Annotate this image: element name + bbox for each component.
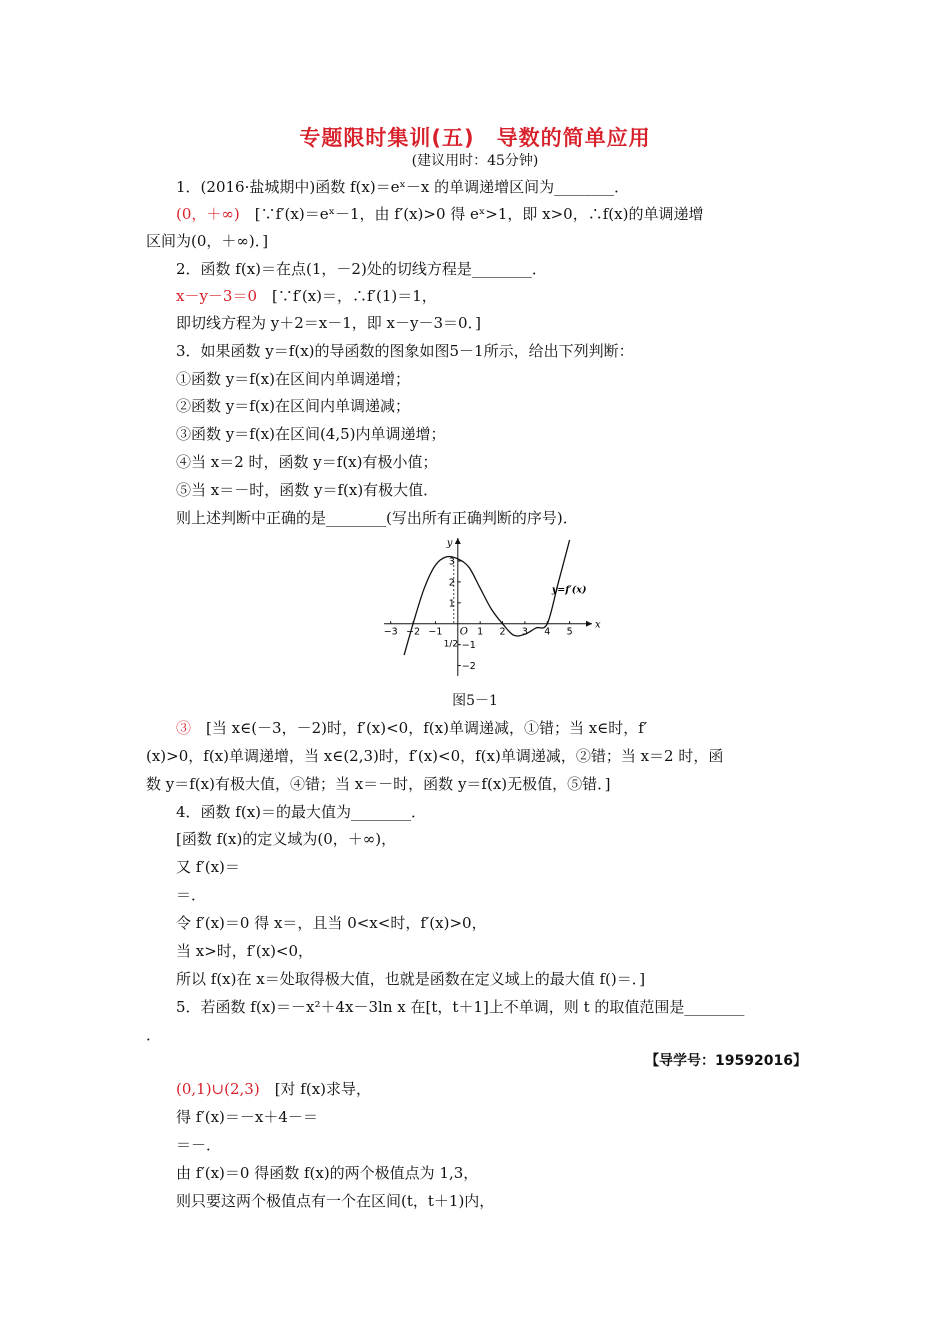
q3-answer: ③ [176,719,192,737]
q4-solution-6: 所以 f(x)在 x＝处取得极大值，也就是函数在定义域上的最大值 f()＝．] [176,970,646,988]
q5-answer-line [176,1080,371,1098]
guide-number: 【导学号：19592016】 [645,1053,807,1069]
x-tick-label: 3 [521,626,528,638]
half-label: 1/2 [443,639,459,650]
q3-solution: [当 x∈(－3，－2)时，f′(x)<0，f(x)单调递减，①错；当 x∈时，f′ [191,719,648,737]
q1-answer-line [176,205,703,223]
q5-solution-2: 得 f′(x)＝－x＋4－＝ [176,1108,318,1126]
q4-stem: 4．函数 f(x)＝的最大值为________． [176,803,427,821]
y-tick-label: 3 [448,556,455,568]
q3-item-1: ①函数 y＝f(x)在区间内单调递增； [176,370,410,388]
q4-solution-1: [函数 f(x)的定义域为(0，＋∞)， [176,830,397,848]
x-tick-label: 5 [566,626,573,638]
q5-solution-5: 则只要这两个极值点有一个在区间(t，t＋1)内， [176,1192,495,1210]
q3-solution-cont-2: 数 y＝f(x)有极大值，④错；当 x＝－时，函数 y＝f(x)无极值，⑤错．] [146,775,611,793]
y-tick-label: −2 [461,661,476,673]
q2-answer-line [176,287,437,305]
q2-solution: [∵f′(x)＝，∴f′(1)＝1， [257,287,437,305]
derivative-curve [404,540,569,655]
q2-answer: x－y－3＝0 [176,287,258,305]
x-tick-label: 4 [544,626,551,638]
y-tick-label: 2 [448,577,455,589]
page-title: 专题限时集训(五) 导数的简单应用 [299,126,651,150]
q1-stem: 1．(2016·盐城期中)函数 f(x)＝eˣ－x 的单调递增区间为________． [176,178,630,196]
q3-solution-cont-1: (x)>0，f(x)单调递增，当 x∈(2,3)时，f′(x)<0，f(x)单调递减，②错；当 x＝2 时，函 [146,747,724,765]
q2-stem: 2．函数 f(x)＝在点(1，－2)处的切线方程是________． [176,260,547,278]
page-subtitle: (建议用时：45分钟) [411,153,539,169]
q1-answer: (0，＋∞) [176,205,240,223]
q2-solution-cont: 即切线方程为 y＋2＝x－1，即 x－y－3＝0．] [176,314,481,332]
figure-caption: 图5－1 [452,693,498,709]
q4-solution-3: ＝． [176,886,207,904]
q3-ask: 则上述判断中正确的是________(写出所有正确判断的序号)． [176,509,578,527]
q3-item-3: ③函数 y＝f(x)在区间(4,5)内单调递增； [176,425,446,443]
q5-stem: 5．若函数 f(x)＝－x²＋4x－3ln x 在[t，t＋1]上不单调，则 t 的取值范围是________ [176,998,745,1016]
q3-item-2: ②函数 y＝f(x)在区间内单调递减； [176,397,410,415]
derivative-graph [376,530,606,682]
x-tick-label: −3 [383,626,398,638]
curve-label: y=f′(x) [551,584,587,596]
y-axis-arrow [455,538,461,544]
q3-item-5: ⑤当 x＝－时，函数 y＝f(x)有极大值． [176,481,439,499]
q4-solution-4: 令 f′(x)＝0 得 x＝，且当 0<x<时，f′(x)>0， [176,914,487,932]
q4-solution-5: 当 x>时，f′(x)<0， [176,942,314,960]
x-tick-label: −2 [406,626,421,638]
q1-solution-cont: 区间为(0，＋∞)．] [146,232,269,250]
y-tick-label: −1 [461,640,476,652]
y-axis-label: y [446,538,453,549]
q1-solution: [∵f′(x)＝eˣ－1，由 f′(x)>0 得 eˣ>1，即 x>0，∴f(x)的单调递增 [239,205,704,223]
x-tick-label: −1 [428,626,443,638]
q5-solution-4: 由 f′(x)＝0 得函数 f(x)的两个极值点为 1,3， [176,1164,479,1182]
x-tick-label: 2 [499,626,506,638]
q3-stem: 3．如果函数 y＝f(x)的导函数的图象如图5－1所示，给出下列判断： [176,342,634,360]
origin-label: O [459,626,469,638]
q3-answer-line [176,719,647,737]
q3-item-4: ④当 x＝2 时，函数 y＝f(x)有极小值； [176,453,438,471]
q5-solution: [对 f(x)求导， [259,1080,372,1098]
y-tick-label: 1 [448,598,455,610]
x-axis-label: x [595,619,601,631]
x-tick-label: 1 [477,626,484,638]
q5-stem-cont: ． [146,1026,162,1044]
x-axis-arrow [586,621,592,627]
q4-solution-2: 又 f′(x)＝ [176,858,240,876]
q5-answer: (0,1)∪(2,3) [176,1080,260,1098]
q5-solution-3: ＝－． [176,1136,222,1154]
